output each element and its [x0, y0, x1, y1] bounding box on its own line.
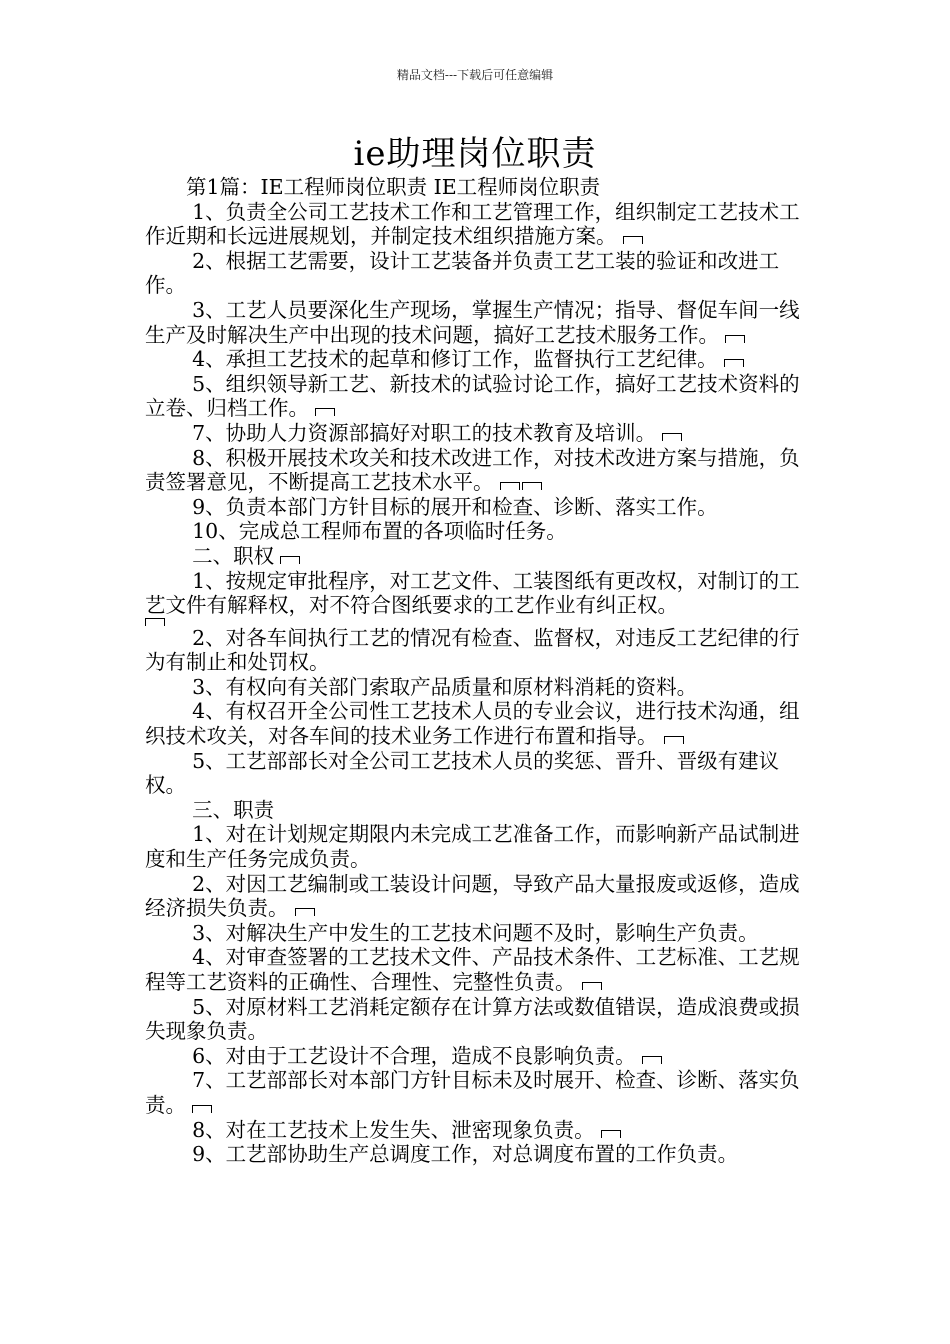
paragraph-text: 4、承担工艺技术的起草和修订工作，监督执行工艺纪律。 [192, 347, 718, 372]
paragraph-text: 2、对各车间执行工艺的情况有检查、监督权，对违反工艺纪律的行为有制止和处罚权。 [145, 625, 800, 675]
paragraph-text: 4、对审查签署的工艺技术文件、产品技术条件、工艺标准、工艺规程等工艺资料的正确性、合理性、完整性负责。 [145, 945, 800, 994]
bracket-mark-icon [601, 1130, 621, 1138]
paragraph [145, 1044, 817, 1069]
section-heading [145, 175, 817, 200]
paragraph [145, 249, 817, 298]
paragraph-text: 2、对因工艺编制或工装设计问题，导致产品大量报废或返修，造成经济损失负责。 [145, 871, 800, 921]
paragraph [145, 1142, 817, 1167]
bracket-mark-icon [582, 982, 602, 990]
paragraph [145, 421, 817, 446]
paragraph-text: 5、工艺部部长对全公司工艺技术人员的奖惩、晋升、晋级有建议权。 [145, 748, 780, 798]
paragraph-text: 三、职责 [192, 797, 275, 822]
paragraph-text: 6、对由于工艺设计不合理，造成不良影响负责。 [192, 1043, 636, 1068]
paragraph [145, 544, 817, 569]
bracket-mark-icon [522, 482, 542, 490]
paragraph [145, 372, 817, 421]
paragraph-text: 5、对原材料工艺消耗定额存在计算方法或数值错误，造成浪费或损失现象负责。 [145, 994, 800, 1044]
paragraph [145, 298, 817, 347]
paragraph-text: 1、对在计划规定期限内未完成工艺准备工作，而影响新产品试制进度和生产任务完成负责。 [145, 822, 800, 872]
paragraph-text: 8、积极开展技术攻关和技术改进工作，对技术改进方案与措施，负责签署意见，不断提高工艺技术水平。 [145, 445, 800, 495]
bracket-mark-icon [192, 1105, 212, 1113]
paragraph-text: 1、负责全公司工艺技术工作和工艺管理工作，组织制定工艺技术工作近期和长远进展规划，并制定技术组织措施方案。 [145, 199, 800, 249]
document-body [145, 175, 817, 1167]
paragraph [145, 519, 817, 544]
bracket-mark-icon [145, 618, 165, 626]
document-title: ie助理岗位职责 [353, 134, 597, 174]
paragraph [145, 1068, 817, 1117]
bracket-mark-icon [295, 908, 315, 916]
paragraph [145, 569, 817, 626]
bracket-mark-icon [642, 1056, 662, 1064]
paragraph [145, 675, 817, 700]
paragraph-text: 9、工艺部协助生产总调度工作，对总调度布置的工作负责。 [192, 1142, 739, 1167]
paragraph-text: 8、对在工艺技术上发生失、泄密现象负责。 [192, 1117, 595, 1142]
bracket-mark-icon [623, 236, 643, 244]
paragraph-text: 3、工艺人员要深化生产现场，掌握生产情况；指导、督促车间一线生产及时解决生产中出现的技术问题，搞好工艺技术服务工作。 [145, 297, 800, 347]
paragraph-text: 1、按规定审批程序，对工艺文件、工装图纸有更改权，对制订的工艺文件有解释权，对不符合图纸要求的工艺作业有纠正权。 [145, 568, 800, 618]
bracket-mark-icon [662, 433, 682, 441]
paragraph-text: 第1篇：IE工程师岗位职责 IE工程师岗位职责 [186, 175, 601, 199]
paragraph [145, 798, 817, 823]
paragraph [145, 626, 817, 675]
paragraph-text: 2、根据工艺需要，设计工艺装备并负责工艺工装的验证和改进工作。 [145, 248, 780, 298]
header-note: 精品文档---下载后可任意编辑 [396, 68, 554, 82]
paragraph [145, 495, 817, 520]
paragraph-text: 9、负责本部门方针目标的展开和检查、诊断、落实工作。 [192, 494, 718, 519]
bracket-mark-icon [280, 556, 300, 564]
paragraph-text: 3、对解决生产中发生的工艺技术问题不及时，影响生产负责。 [192, 920, 759, 945]
bracket-mark-icon [725, 335, 745, 343]
paragraph [145, 945, 817, 994]
paragraph [145, 872, 817, 921]
paragraph [145, 1118, 817, 1143]
bracket-mark-icon [500, 482, 520, 490]
bracket-mark-icon [315, 408, 335, 416]
paragraph-text: 7、协助人力资源部搞好对职工的技术教育及培训。 [192, 420, 657, 445]
paragraph-text: 5、组织领导新工艺、新技术的试验讨论工作，搞好工艺技术资料的立卷、归档工作。 [145, 371, 800, 421]
paragraph [145, 822, 817, 871]
paragraph-text: 7、工艺部部长对本部门方针目标未及时展开、检查、诊断、落实负责。 [145, 1068, 800, 1117]
bracket-mark-icon [664, 736, 684, 744]
paragraph-text: 3、有权向有关部门索取产品质量和原材料消耗的资料。 [192, 674, 698, 699]
bracket-mark-icon [724, 359, 744, 367]
paragraph [145, 749, 817, 798]
paragraph [145, 347, 817, 372]
paragraph [145, 699, 817, 748]
paragraph [145, 446, 817, 495]
paragraph-text: 二、职权 [192, 543, 275, 568]
paragraph [145, 200, 817, 249]
paragraph-text: 4、有权召开全公司性工艺技术人员的专业会议，进行技术沟通，组织技术攻关，对各车间的技术业务工作进行布置和指导。 [145, 699, 800, 749]
paragraph [145, 995, 817, 1044]
paragraph [145, 921, 817, 946]
paragraph-text: 10、完成总工程师布置的各项临时任务。 [192, 519, 567, 544]
